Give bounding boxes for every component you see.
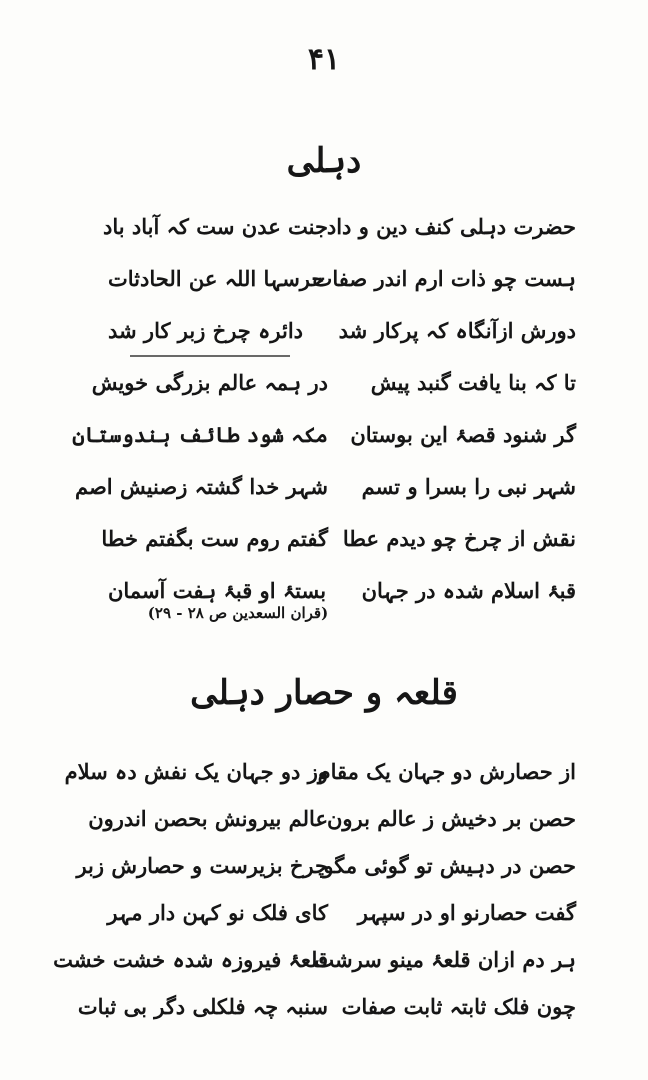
hemistich-first: ہست چو ذات ارم اندر صفات xyxy=(312,265,576,291)
couplet xyxy=(88,795,576,842)
section-title-fort: قلعہ و حصار دہلی xyxy=(190,673,458,713)
hemistich-second: حرسہا اللہ عن الحادثات xyxy=(108,265,325,291)
couplet xyxy=(74,460,576,512)
hemistich-first: حصن در دہیش تو گوئی مگو xyxy=(323,853,576,878)
couplet xyxy=(76,842,576,889)
couplet xyxy=(53,936,576,983)
hemistich-first: تا کہ بنا یافت گنبد پیش xyxy=(370,369,576,395)
hemistich-first: حضرت دہلی کنف دین و داد xyxy=(326,213,576,239)
couplet xyxy=(101,512,576,564)
section-title-delhi: دہلی xyxy=(286,141,362,181)
hemistich-first: قبۂ اسلام شدہ در جہان xyxy=(361,577,576,603)
hemistich-first: شہر نبی را بسرا و تسم xyxy=(361,473,576,499)
hemistich-second: شہر خدا گشتہ زصنیش اصم xyxy=(74,473,328,499)
hemistich-first: گر شنود قصۂ این بوستان xyxy=(350,421,576,447)
hemistich-second: کای فلک نو کہن دار مہر xyxy=(107,900,328,925)
hemistich-second: گفتم روم ست بگفتم خطا xyxy=(101,525,328,551)
underline-mark xyxy=(130,355,290,357)
hemistich-second: قلعۂ فیروزہ شدہ خشت خشت xyxy=(53,947,328,972)
poem-fort xyxy=(53,748,576,1030)
hemistich-second: چرخ بزیرست و حصارش زبر xyxy=(76,853,328,878)
source-citation: (قران السعدین ص ۲۸ - ۲۹) xyxy=(147,604,329,622)
hemistich-second: وز دو جہان یک نفش دہ سلام xyxy=(64,759,328,784)
hemistich-second: بستۂ او قبۂ ہفت آسمان xyxy=(108,577,327,603)
hemistich-first: حصن بر دخیش ز عالم برون xyxy=(326,806,576,831)
couplet xyxy=(91,356,576,408)
hemistich-first: دورش ازآنگاہ کہ پرکار شد xyxy=(338,317,576,343)
hemistich-second: سنبہ چہ فلکلی دگر بی ثبات xyxy=(77,994,328,1019)
hemistich-first: از حصارش دو جہان یک مقام xyxy=(317,759,576,784)
couplet xyxy=(102,200,576,252)
couplet xyxy=(108,304,576,356)
hemistich-second: جنت عدن ست کہ آباد باد xyxy=(102,213,328,239)
couplet xyxy=(64,748,576,795)
hemistich-second: مکہ شود طائف ہندوستان xyxy=(72,421,328,447)
poem-delhi xyxy=(72,200,576,616)
couplet xyxy=(108,252,576,304)
hemistich-second: عالم بیرونش بحصن اندرون xyxy=(88,806,328,831)
hemistich-first: ہر دم ازان قلعۂ مینو سرشت xyxy=(314,947,576,972)
couplet xyxy=(77,983,576,1030)
couplet xyxy=(108,889,576,936)
couplet xyxy=(72,408,576,460)
page-number: ۴۱ xyxy=(307,42,341,77)
hemistich-second: در ہمہ عالم بزرگی خویش xyxy=(91,369,328,395)
hemistich-first: گفت حصارنو او در سپہر xyxy=(357,900,576,925)
hemistich-first: نقش از چرخ چو دیدم عطا xyxy=(342,525,576,551)
hemistich-first: چون فلک ثابتہ ثابت صفات xyxy=(341,994,576,1019)
hemistich-second: دائرہ چرخ زبر کار شد xyxy=(108,317,304,343)
